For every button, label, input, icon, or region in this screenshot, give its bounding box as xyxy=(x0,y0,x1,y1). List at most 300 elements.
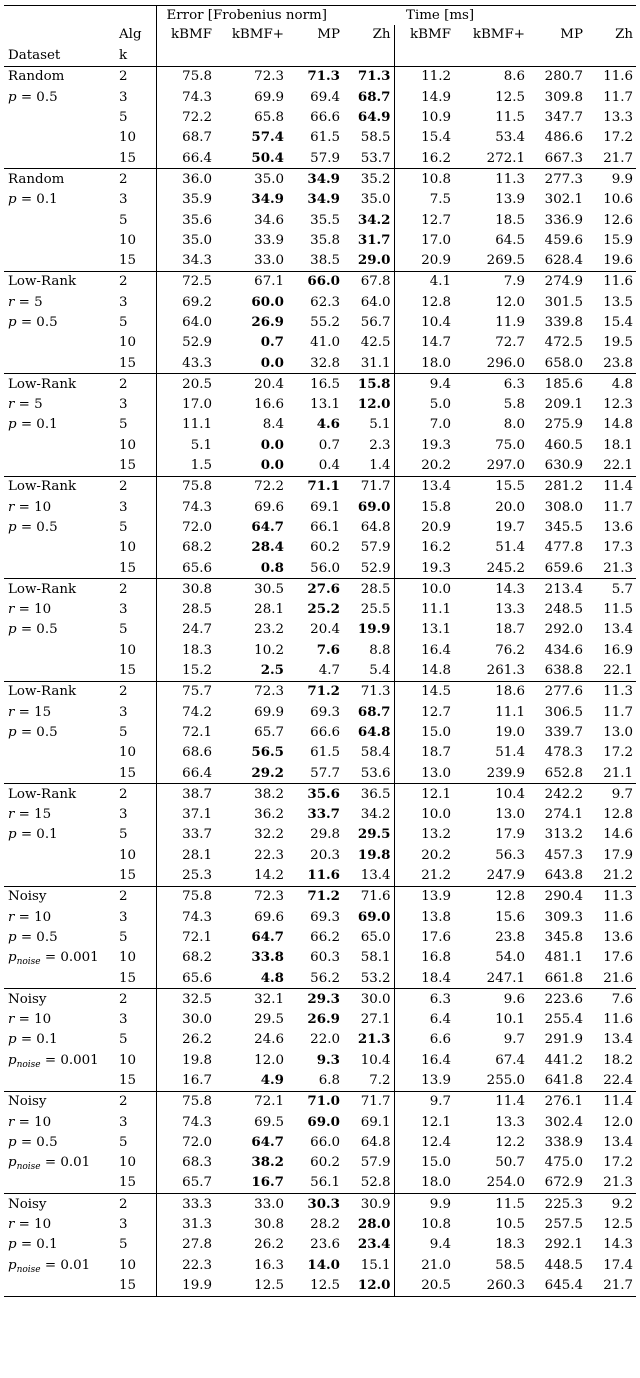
error-cell: 58.5 xyxy=(343,128,394,148)
error-cell: 12.5 xyxy=(287,1276,343,1297)
error-cell: 35.5 xyxy=(310,212,340,228)
time-cell: 54.0 xyxy=(495,950,526,966)
error-cell: 72.0 xyxy=(182,519,212,535)
error-cell: 72.5 xyxy=(156,271,215,292)
time-cell: 347.7 xyxy=(544,110,584,126)
error-cell: 9.3 xyxy=(316,1051,340,1068)
k-value: 2 xyxy=(114,169,156,190)
time-cell: 10.4 xyxy=(421,315,452,330)
error-cell: 13.4 xyxy=(343,866,394,887)
error-cell: 25.2 xyxy=(307,601,340,618)
error-cell: 5.4 xyxy=(343,661,394,682)
error-cell: 65.7 xyxy=(254,724,284,740)
error-cell: 75.8 xyxy=(156,886,215,907)
time-cell: 15.4 xyxy=(603,315,634,330)
table-row xyxy=(4,1255,636,1275)
time-cell: 274.9 xyxy=(528,271,586,292)
error-cell: 30.8 xyxy=(156,579,215,600)
error-cell: 68.7 xyxy=(182,130,212,146)
error-cell: 35.8 xyxy=(310,232,340,248)
table-row xyxy=(4,948,636,968)
time-cell: 13.4 xyxy=(603,622,634,638)
time-cell: 16.4 xyxy=(421,1052,452,1068)
time-cell: 12.0 xyxy=(495,294,526,310)
error-cell: 65.6 xyxy=(182,560,212,576)
error-cell: 33.7 xyxy=(182,827,212,843)
time-cell: 296.0 xyxy=(486,355,526,371)
table-row xyxy=(4,313,636,333)
table-row xyxy=(4,640,636,660)
error-cell: 60.2 xyxy=(310,1155,340,1171)
error-cell: 72.1 xyxy=(182,724,212,740)
k-value: 15 xyxy=(114,148,156,169)
error-cell: 66.0 xyxy=(310,1134,340,1150)
error-cell: 67.8 xyxy=(343,271,394,292)
time-cell: 12.4 xyxy=(421,1134,452,1150)
table-row xyxy=(4,251,636,272)
error-cell: 16.6 xyxy=(254,397,284,413)
error-cell: 1.4 xyxy=(343,456,394,477)
error-cell: 0.0 xyxy=(260,354,284,371)
time-cell: 17.3 xyxy=(603,540,634,556)
error-cell: 57.9 xyxy=(310,150,340,166)
table-row xyxy=(4,497,636,517)
header-row-groups xyxy=(4,6,636,26)
error-cell: 64.8 xyxy=(343,518,394,538)
error-cell: 56.7 xyxy=(343,313,394,333)
error-cell: 71.0 xyxy=(287,1091,343,1112)
error-cell: 20.3 xyxy=(310,847,340,863)
time-cell: 64.5 xyxy=(495,232,526,248)
time-cell: 23.8 xyxy=(603,355,634,371)
time-cell: 19.3 xyxy=(421,560,452,576)
k-value: 3 xyxy=(114,907,156,927)
time-cell: 472.5 xyxy=(544,335,584,351)
time-cell: 185.6 xyxy=(528,374,586,395)
error-cell: 66.6 xyxy=(310,110,340,126)
error-cell: 22.0 xyxy=(310,1032,340,1048)
col-header-err-mp: MP xyxy=(317,27,340,43)
error-cell: 72.1 xyxy=(182,929,212,945)
error-cell: 5.1 xyxy=(190,437,212,453)
error-cell: 71.3 xyxy=(343,67,394,88)
error-cell: 69.1 xyxy=(343,1112,394,1132)
table-row xyxy=(4,784,636,805)
table-row xyxy=(4,620,636,640)
table-row xyxy=(4,886,636,907)
error-cell: 20.4 xyxy=(310,622,340,638)
error-cell: 14.0 xyxy=(307,1256,340,1273)
error-cell: 64.0 xyxy=(182,315,212,330)
table-row xyxy=(4,395,636,415)
time-cell: 16.4 xyxy=(421,642,452,658)
dataset-label: r = 10 xyxy=(8,1217,52,1233)
error-cell: 71.7 xyxy=(343,476,394,497)
k-value: 5 xyxy=(114,108,156,128)
time-cell: 10.4 xyxy=(454,784,528,805)
table-row xyxy=(4,702,636,722)
time-cell: 478.3 xyxy=(544,745,584,761)
k-value: 15 xyxy=(114,353,156,374)
table-row xyxy=(4,989,636,1010)
error-cell: 64.7 xyxy=(251,1133,284,1150)
time-cell: 11.5 xyxy=(603,602,634,618)
error-cell: 69.2 xyxy=(182,294,212,310)
time-cell: 13.3 xyxy=(495,602,526,618)
error-cell: 69.3 xyxy=(310,909,340,925)
time-cell: 13.5 xyxy=(603,294,634,310)
error-cell: 2.5 xyxy=(260,662,284,679)
time-cell: 21.6 xyxy=(603,970,634,986)
time-cell: 58.5 xyxy=(495,1257,526,1273)
time-cell: 661.8 xyxy=(544,970,584,986)
table-row xyxy=(4,1071,636,1092)
time-cell: 10.8 xyxy=(421,1217,452,1233)
time-cell: 630.9 xyxy=(544,458,584,474)
time-cell: 11.3 xyxy=(586,681,636,702)
error-cell: 68.6 xyxy=(182,745,212,761)
table-row xyxy=(4,1194,636,1215)
error-cell: 8.4 xyxy=(262,417,284,433)
time-cell: 12.8 xyxy=(454,886,528,907)
error-cell: 56.1 xyxy=(310,1175,340,1191)
error-cell: 6.8 xyxy=(318,1072,340,1088)
dataset-label: Low-Rank xyxy=(4,784,114,805)
error-cell: 74.3 xyxy=(182,909,212,925)
error-cell: 16.7 xyxy=(182,1072,212,1088)
k-value: 10 xyxy=(114,1255,156,1275)
time-cell: 11.1 xyxy=(495,704,526,720)
time-cell: 9.9 xyxy=(586,169,636,190)
time-cell: 20.0 xyxy=(495,499,526,515)
time-cell: 638.8 xyxy=(544,663,584,679)
dataset-label: p = 0.5 xyxy=(8,724,58,740)
k-value: 10 xyxy=(114,948,156,968)
time-cell: 19.5 xyxy=(603,335,634,351)
time-cell: 13.0 xyxy=(603,724,634,740)
error-cell: 19.9 xyxy=(343,620,394,640)
time-cell: 245.2 xyxy=(486,560,526,576)
error-cell: 18.3 xyxy=(182,642,212,658)
error-cell: 28.2 xyxy=(310,1217,340,1233)
error-cell: 22.3 xyxy=(182,1257,212,1273)
dataset-label: Low-Rank xyxy=(4,374,114,395)
time-cell: 6.6 xyxy=(429,1032,452,1048)
time-cell: 11.4 xyxy=(454,1091,528,1112)
time-cell: 255.0 xyxy=(486,1072,526,1088)
time-cell: 643.8 xyxy=(544,868,584,884)
error-cell: 29.5 xyxy=(254,1012,284,1028)
k-value: 3 xyxy=(114,805,156,825)
table-row xyxy=(4,128,636,148)
time-cell: 5.8 xyxy=(503,397,526,413)
dataset-label: p = 0.5 xyxy=(8,1134,58,1150)
time-cell: 16.2 xyxy=(421,150,452,166)
dataset-header: Dataset xyxy=(8,47,61,63)
table-row xyxy=(4,579,636,600)
time-cell: 21.1 xyxy=(603,765,634,781)
error-cell: 72.3 xyxy=(215,681,287,702)
error-cell: 66.6 xyxy=(310,724,340,740)
time-cell: 13.3 xyxy=(495,1114,526,1130)
error-cell: 57.9 xyxy=(343,1153,394,1173)
time-cell: 11.7 xyxy=(603,89,634,105)
table-row xyxy=(4,1276,636,1297)
time-cell: 5.7 xyxy=(586,579,636,600)
k-value: 15 xyxy=(114,456,156,477)
time-cell: 10.5 xyxy=(495,1217,526,1233)
error-cell: 74.3 xyxy=(182,1114,212,1130)
col-header-time-mp: MP xyxy=(560,27,584,43)
error-cell: 75.8 xyxy=(156,67,215,88)
time-cell: 309.8 xyxy=(544,89,584,105)
error-cell: 71.6 xyxy=(343,886,394,907)
time-cell: 290.4 xyxy=(528,886,586,907)
dataset-label: r = 10 xyxy=(8,602,52,618)
time-cell: 659.6 xyxy=(544,560,584,576)
time-cell: 441.2 xyxy=(544,1052,584,1068)
error-cell: 16.3 xyxy=(254,1257,284,1273)
time-cell: 51.4 xyxy=(495,745,526,761)
k-value: 10 xyxy=(114,1050,156,1070)
time-cell: 11.4 xyxy=(586,476,636,497)
time-cell: 22.1 xyxy=(603,663,634,679)
error-cell: 50.4 xyxy=(251,149,284,166)
table-row xyxy=(4,353,636,374)
time-cell: 14.3 xyxy=(603,1237,634,1253)
time-cell: 339.8 xyxy=(544,315,584,330)
k-value: 15 xyxy=(114,558,156,579)
time-cell: 18.6 xyxy=(454,681,528,702)
time-cell: 20.5 xyxy=(394,1276,454,1297)
table-row xyxy=(4,723,636,743)
error-cell: 34.3 xyxy=(182,253,212,269)
error-cell: 75.8 xyxy=(156,1091,215,1112)
time-cell: 6.3 xyxy=(454,374,528,395)
table-row xyxy=(4,271,636,292)
time-cell: 13.4 xyxy=(603,1134,634,1150)
time-cell: 12.8 xyxy=(421,294,452,310)
table-row xyxy=(4,230,636,250)
time-cell: 11.2 xyxy=(394,67,454,88)
k-value: 5 xyxy=(114,1030,156,1050)
k-value: 3 xyxy=(114,190,156,210)
error-cell: 60.3 xyxy=(310,950,340,966)
time-cell: 20.9 xyxy=(421,253,452,269)
k-value: 2 xyxy=(114,271,156,292)
time-cell: 10.0 xyxy=(421,807,452,823)
error-cell: 36.0 xyxy=(156,169,215,190)
table-row xyxy=(4,558,636,579)
header-row-dataset xyxy=(4,45,636,67)
dataset-label: p = 0.1 xyxy=(8,192,58,208)
error-cell: 19.8 xyxy=(182,1052,212,1068)
error-cell: 20.4 xyxy=(215,374,287,395)
time-cell: 12.6 xyxy=(603,212,634,228)
time-cell: 481.1 xyxy=(544,950,584,966)
time-cell: 261.3 xyxy=(486,663,526,679)
error-cell: 36.2 xyxy=(254,807,284,823)
time-cell: 20.2 xyxy=(421,847,452,863)
time-cell: 12.0 xyxy=(603,1114,634,1130)
error-cell: 13.1 xyxy=(310,397,340,413)
error-cell: 56.5 xyxy=(251,744,284,761)
time-cell: 11.6 xyxy=(603,1012,634,1028)
error-cell: 16.5 xyxy=(287,374,343,395)
time-cell: 12.1 xyxy=(421,1114,452,1130)
error-cell: 10.4 xyxy=(343,1050,394,1070)
dataset-label: p = 0.5 xyxy=(8,929,58,945)
time-cell: 16.8 xyxy=(421,950,452,966)
error-cell: 66.0 xyxy=(287,271,343,292)
k-value: 2 xyxy=(114,681,156,702)
time-cell: 9.2 xyxy=(586,1194,636,1215)
time-cell: 8.0 xyxy=(503,417,526,433)
error-cell: 30.9 xyxy=(343,1194,394,1215)
time-cell: 12.7 xyxy=(421,212,452,228)
dataset-label: Noisy xyxy=(4,1091,114,1112)
time-cell: 11.6 xyxy=(586,271,636,292)
error-cell: 52.8 xyxy=(343,1173,394,1194)
time-cell: 13.6 xyxy=(603,929,634,945)
table-row xyxy=(4,1112,636,1132)
time-cell: 11.7 xyxy=(603,499,634,515)
time-cell: 21.7 xyxy=(586,1276,636,1297)
col-header-time-zh: Zh xyxy=(615,27,634,43)
error-cell: 12.0 xyxy=(343,1276,394,1297)
error-cell: 30.0 xyxy=(343,989,394,1010)
dataset-label: r = 10 xyxy=(8,1012,52,1028)
dataset-label: r = 10 xyxy=(8,1114,52,1130)
dataset-label: p = 0.1 xyxy=(8,1032,58,1048)
time-cell: 17.2 xyxy=(603,745,634,761)
k-value: 3 xyxy=(114,292,156,312)
error-cell: 26.9 xyxy=(251,314,284,330)
k-value: 3 xyxy=(114,702,156,722)
dataset-label: Low-Rank xyxy=(4,579,114,600)
error-cell: 69.5 xyxy=(254,1114,284,1130)
time-cell: 13.9 xyxy=(394,886,454,907)
col-header-err-zh: Zh xyxy=(343,25,394,45)
time-cell: 9.7 xyxy=(586,784,636,805)
time-cell: 277.3 xyxy=(528,169,586,190)
time-cell: 260.3 xyxy=(454,1276,528,1297)
error-cell: 72.2 xyxy=(215,476,287,497)
error-cell: 33.9 xyxy=(254,232,284,248)
time-cell: 242.2 xyxy=(528,784,586,805)
time-cell: 5.0 xyxy=(429,397,452,413)
k-value: 3 xyxy=(114,1010,156,1030)
dataset-label: p = 0.1 xyxy=(8,417,58,433)
dataset-label: r = 10 xyxy=(8,909,52,925)
error-cell: 74.3 xyxy=(182,89,212,105)
error-cell: 60.0 xyxy=(251,293,284,310)
time-cell: 51.4 xyxy=(495,540,526,556)
time-cell: 8.6 xyxy=(454,67,528,88)
col-header-time-kbmf-plus: kBMF+ xyxy=(472,27,526,43)
table-row xyxy=(4,968,636,989)
error-cell: 56.0 xyxy=(310,560,340,576)
error-cell: 36.5 xyxy=(343,784,394,805)
dataset-label: r = 5 xyxy=(8,294,43,310)
dataset-label: p = 0.5 xyxy=(8,315,58,330)
time-cell: 13.8 xyxy=(421,909,452,925)
time-cell: 15.5 xyxy=(454,476,528,497)
time-cell: 345.8 xyxy=(544,929,584,945)
time-cell: 277.6 xyxy=(528,681,586,702)
table-row xyxy=(4,1235,636,1255)
k-value: 2 xyxy=(114,579,156,600)
table-row xyxy=(4,825,636,845)
time-cell: 336.9 xyxy=(544,212,584,228)
time-cell: 18.0 xyxy=(421,355,452,371)
k-value: 10 xyxy=(114,743,156,763)
table-row xyxy=(4,538,636,558)
time-cell: 15.8 xyxy=(421,499,452,515)
time-cell: 280.7 xyxy=(528,67,586,88)
time-cell: 10.8 xyxy=(394,169,454,190)
time-cell: 75.0 xyxy=(495,437,526,453)
time-cell: 11.5 xyxy=(495,110,526,126)
error-group-header: Error [Frobenius norm] xyxy=(156,6,394,26)
time-cell: 13.0 xyxy=(421,765,452,781)
k-value: 10 xyxy=(114,435,156,455)
time-cell: 274.1 xyxy=(544,807,584,823)
error-cell: 43.3 xyxy=(182,355,212,371)
k-header: k xyxy=(114,45,156,67)
error-cell: 11.6 xyxy=(307,867,340,884)
error-cell: 57.9 xyxy=(343,538,394,558)
time-cell: 76.2 xyxy=(495,642,526,658)
error-cell: 65.0 xyxy=(343,927,394,947)
error-cell: 0.7 xyxy=(318,437,340,453)
time-cell: 4.8 xyxy=(586,374,636,395)
error-cell: 4.6 xyxy=(316,416,340,433)
time-cell: 15.0 xyxy=(421,724,452,740)
k-value: 10 xyxy=(114,1153,156,1173)
time-cell: 292.1 xyxy=(544,1237,584,1253)
table-row xyxy=(4,333,636,353)
error-cell: 22.3 xyxy=(254,847,284,863)
error-cell: 64.8 xyxy=(343,1132,394,1152)
time-cell: 272.1 xyxy=(486,150,526,166)
table-row xyxy=(4,1173,636,1194)
results-table xyxy=(4,5,636,1297)
k-value: 2 xyxy=(114,374,156,395)
time-cell: 19.3 xyxy=(421,437,452,453)
time-cell: 345.5 xyxy=(544,519,584,535)
time-cell: 53.4 xyxy=(495,130,526,146)
error-cell: 11.1 xyxy=(182,417,212,433)
error-cell: 42.5 xyxy=(343,333,394,353)
k-value: 5 xyxy=(114,825,156,845)
time-cell: 12.7 xyxy=(421,704,452,720)
time-cell: 457.3 xyxy=(544,847,584,863)
error-cell: 7.6 xyxy=(316,641,340,658)
error-cell: 69.6 xyxy=(254,909,284,925)
k-value: 2 xyxy=(114,784,156,805)
time-cell: 309.3 xyxy=(544,909,584,925)
error-cell: 72.0 xyxy=(182,1134,212,1150)
error-cell: 64.7 xyxy=(251,518,284,535)
error-cell: 33.0 xyxy=(254,253,284,269)
error-cell: 32.5 xyxy=(156,989,215,1010)
time-cell: 18.5 xyxy=(495,212,526,228)
error-cell: 34.9 xyxy=(287,169,343,190)
error-cell: 28.5 xyxy=(343,579,394,600)
col-header-err-kbmf-plus: kBMF+ xyxy=(231,27,284,43)
dataset-label: p = 0.5 xyxy=(8,622,58,638)
